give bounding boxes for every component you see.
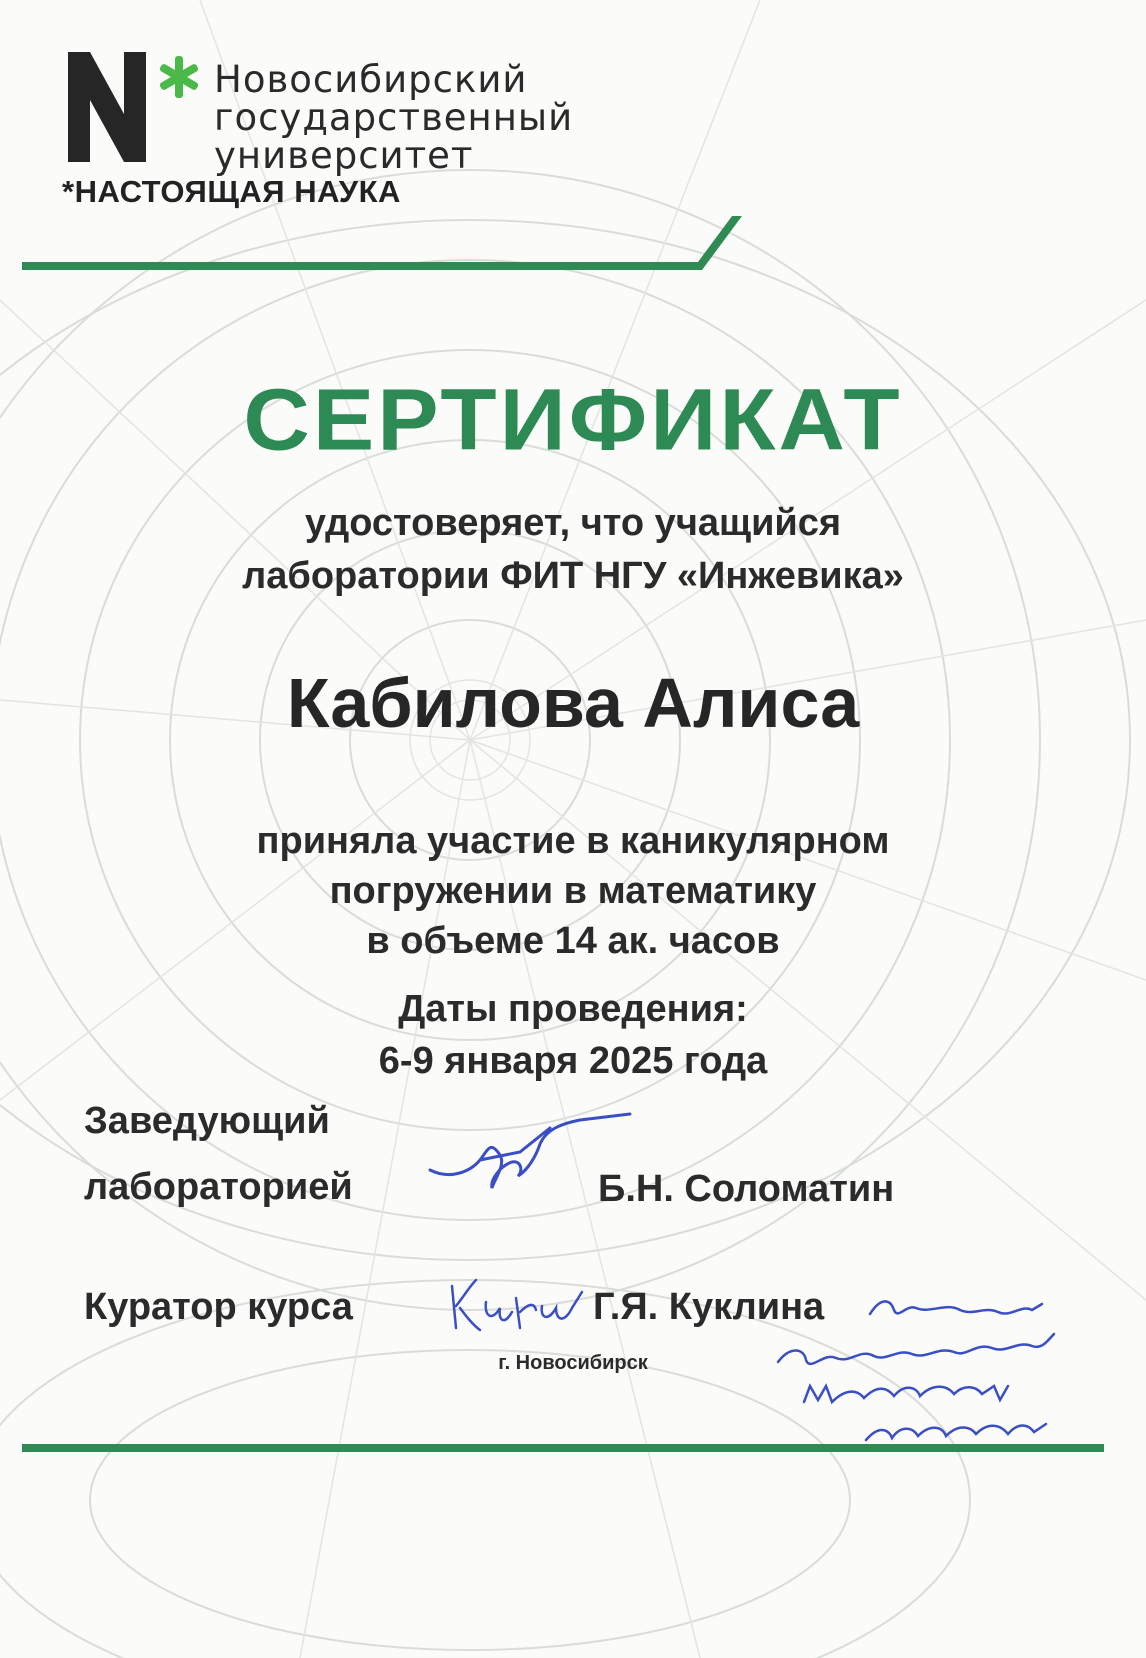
body-line-3: в объеме 14 ак. часов <box>366 920 780 962</box>
issue-city: г. Новосибирск <box>498 1352 648 1374</box>
curator-title: Куратор курса <box>84 1286 353 1328</box>
university-name-line-1: Новосибирский <box>214 58 528 101</box>
curator-name: Г.Я. Куклина <box>593 1286 825 1328</box>
top-divider <box>0 216 1146 296</box>
university-tagline: *НАСТОЯЩАЯ НАУКА <box>62 174 401 209</box>
dates-label: Даты проведения: <box>398 988 748 1030</box>
university-logo-n <box>68 52 146 162</box>
dates-value: 6-9 января 2025 года <box>378 1040 768 1082</box>
body-line-1: приняла участие в каникулярном <box>256 820 890 862</box>
head-name: Б.Н. Соломатин <box>598 1168 895 1210</box>
intro-line-1: удостоверяет, что учащийся <box>304 502 842 544</box>
curator-signature <box>446 1272 588 1342</box>
intro-line-2: лаборатории ФИТ НГУ «Инжевика» <box>242 555 904 597</box>
head-title-line-2: лабораторией <box>84 1166 353 1208</box>
university-name-line-3: университет <box>214 134 474 177</box>
head-title-line-1: Заведующий <box>84 1100 330 1142</box>
recipient-name: Кабилова Алиса <box>286 664 860 742</box>
asterisk-star-icon <box>158 56 200 98</box>
body-line-2: погружении в математику <box>329 870 817 912</box>
certificate-title: СЕРТИФИКАТ <box>243 371 903 469</box>
bottom-divider <box>22 1444 1104 1452</box>
university-name-line-2: государственный <box>214 96 574 139</box>
